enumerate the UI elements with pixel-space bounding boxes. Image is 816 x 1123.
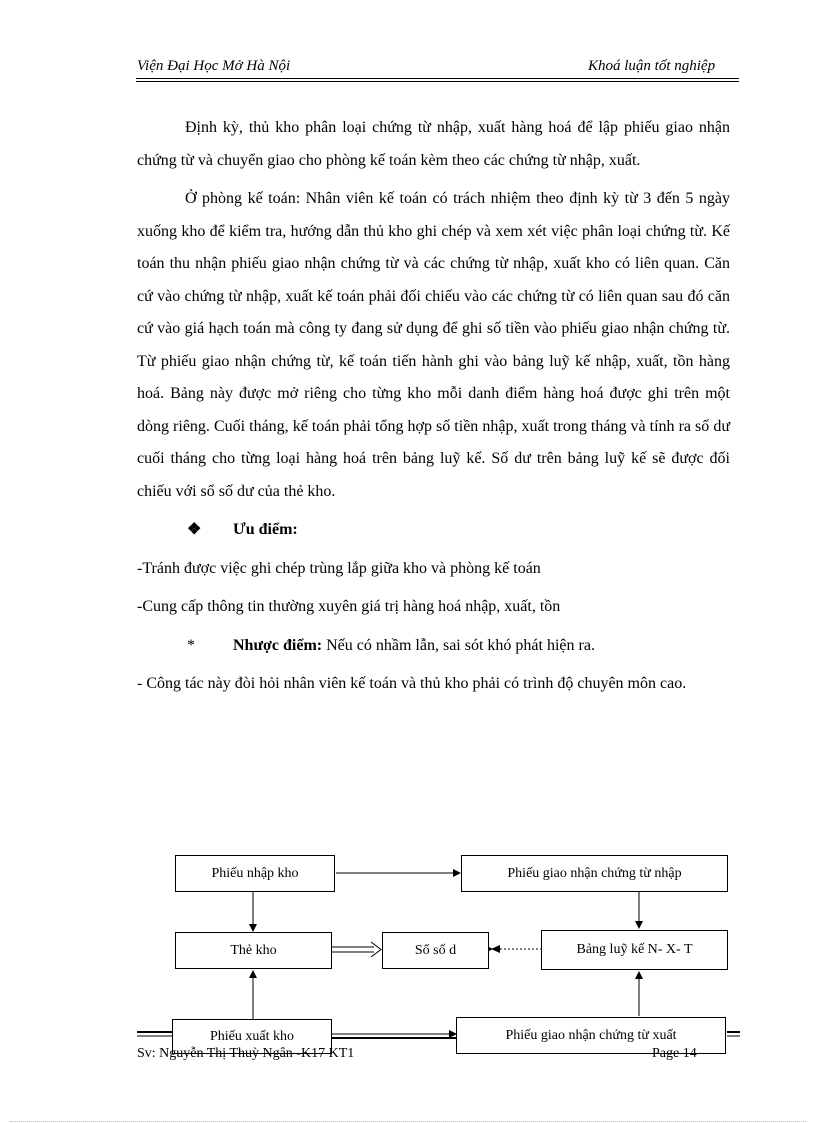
disadvantages-note: - Công tác này đòi hỏi nhân viên kế toán và thủ kho phải có trình độ chuyên môn cao. [137, 675, 687, 692]
receipt-box: Phiếu nhập kho [175, 855, 335, 892]
header-institute: Viện Đại Học Mở Hà Nội [137, 58, 291, 74]
disadvantages-bullet: * [187, 636, 195, 654]
footer-student: Sv: Nguyễn Thị Thuỳ Ngân -K17 KT1 [137, 1046, 355, 1061]
disadvantages-text: Nếu có nhầm lẫn, sai sót khó phát hiện ra. [322, 636, 595, 654]
advantages-bullet: ❖ [187, 521, 202, 538]
cumulative-box: Bảng luỹ kế N- X- T [541, 930, 728, 970]
paragraph-1: Định kỳ, thủ kho phân loại chứng từ nhập, xuất hàng hoá để lập phiếu giao nhận chứng từ và chuyển giao cho phòng kế toán kèm theo các chứng từ nhập, xuất. [137, 119, 730, 169]
balance-book-box: Sổ số d [382, 932, 489, 969]
double-arrow-head [371, 942, 381, 957]
disadvantages-title: Nhược điểm: [233, 636, 323, 654]
paragraph-2: Ở phòng kế toán: Nhân viên kế toán có trách nhiệm theo định kỳ từ 3 đến 5 ngày xuống kho để kiểm tra, hướng dẫn thủ kho ghi chép và xem xét việc phân loại chứng từ. Kế toán thu nhận phiếu giao nhận chứng từ và các chứng từ nhập, xuất kho có liên quan. Căn cứ vào chứng từ nhập, xuất kế toán phải đối chiếu vào các chứng từ có liên quan sau đó căn cứ vào giá hạch toán mà công ty đang sử dụng để ghi số tiền vào phiếu giao nhận chứng từ. Từ phiếu giao nhận chứng từ, kế toán tiến hành ghi vào bảng luỹ kế nhập, xuất, tồn hàng hoá. Bảng này được mở riêng cho từng kho mỗi danh điểm hàng hoá được ghi trên một dòng riêng. Cuối tháng, kế toán phải tổng hợp số tiền nhập, xuất trong tháng và tính ra số dư cuối tháng cho từng loại hàng hoá trên bảng luỹ kế. Số dư trên bảng luỹ kế sẽ được đối chiếu với sổ số dư của thẻ kho. [137, 190, 730, 500]
dotted-arrow-head [491, 945, 500, 953]
advantages-title: Ưu điểm: [233, 521, 298, 538]
page-bottom-edge [10, 1121, 806, 1122]
issue-box: Phiếu xuất kho [172, 1019, 332, 1054]
issue-handover-box: Phiếu giao nhận chứng từ xuất [456, 1017, 726, 1054]
footer-page-number: Page 14 [652, 1046, 697, 1061]
receipt-handover-box: Phiếu giao nhận chứng từ nhập [461, 855, 728, 892]
advantage-item: -Tránh được việc ghi chép trùng lắp giữa kho và phòng kế toán [137, 559, 541, 577]
header-doc-type: Khoá luận tốt nghiệp [588, 58, 716, 74]
advantage-item: -Cung cấp thông tin thường xuyên giá trị hàng hoá nhập, xuất, tồn [137, 598, 561, 615]
stock-card-box: Thẻ kho [175, 932, 332, 969]
